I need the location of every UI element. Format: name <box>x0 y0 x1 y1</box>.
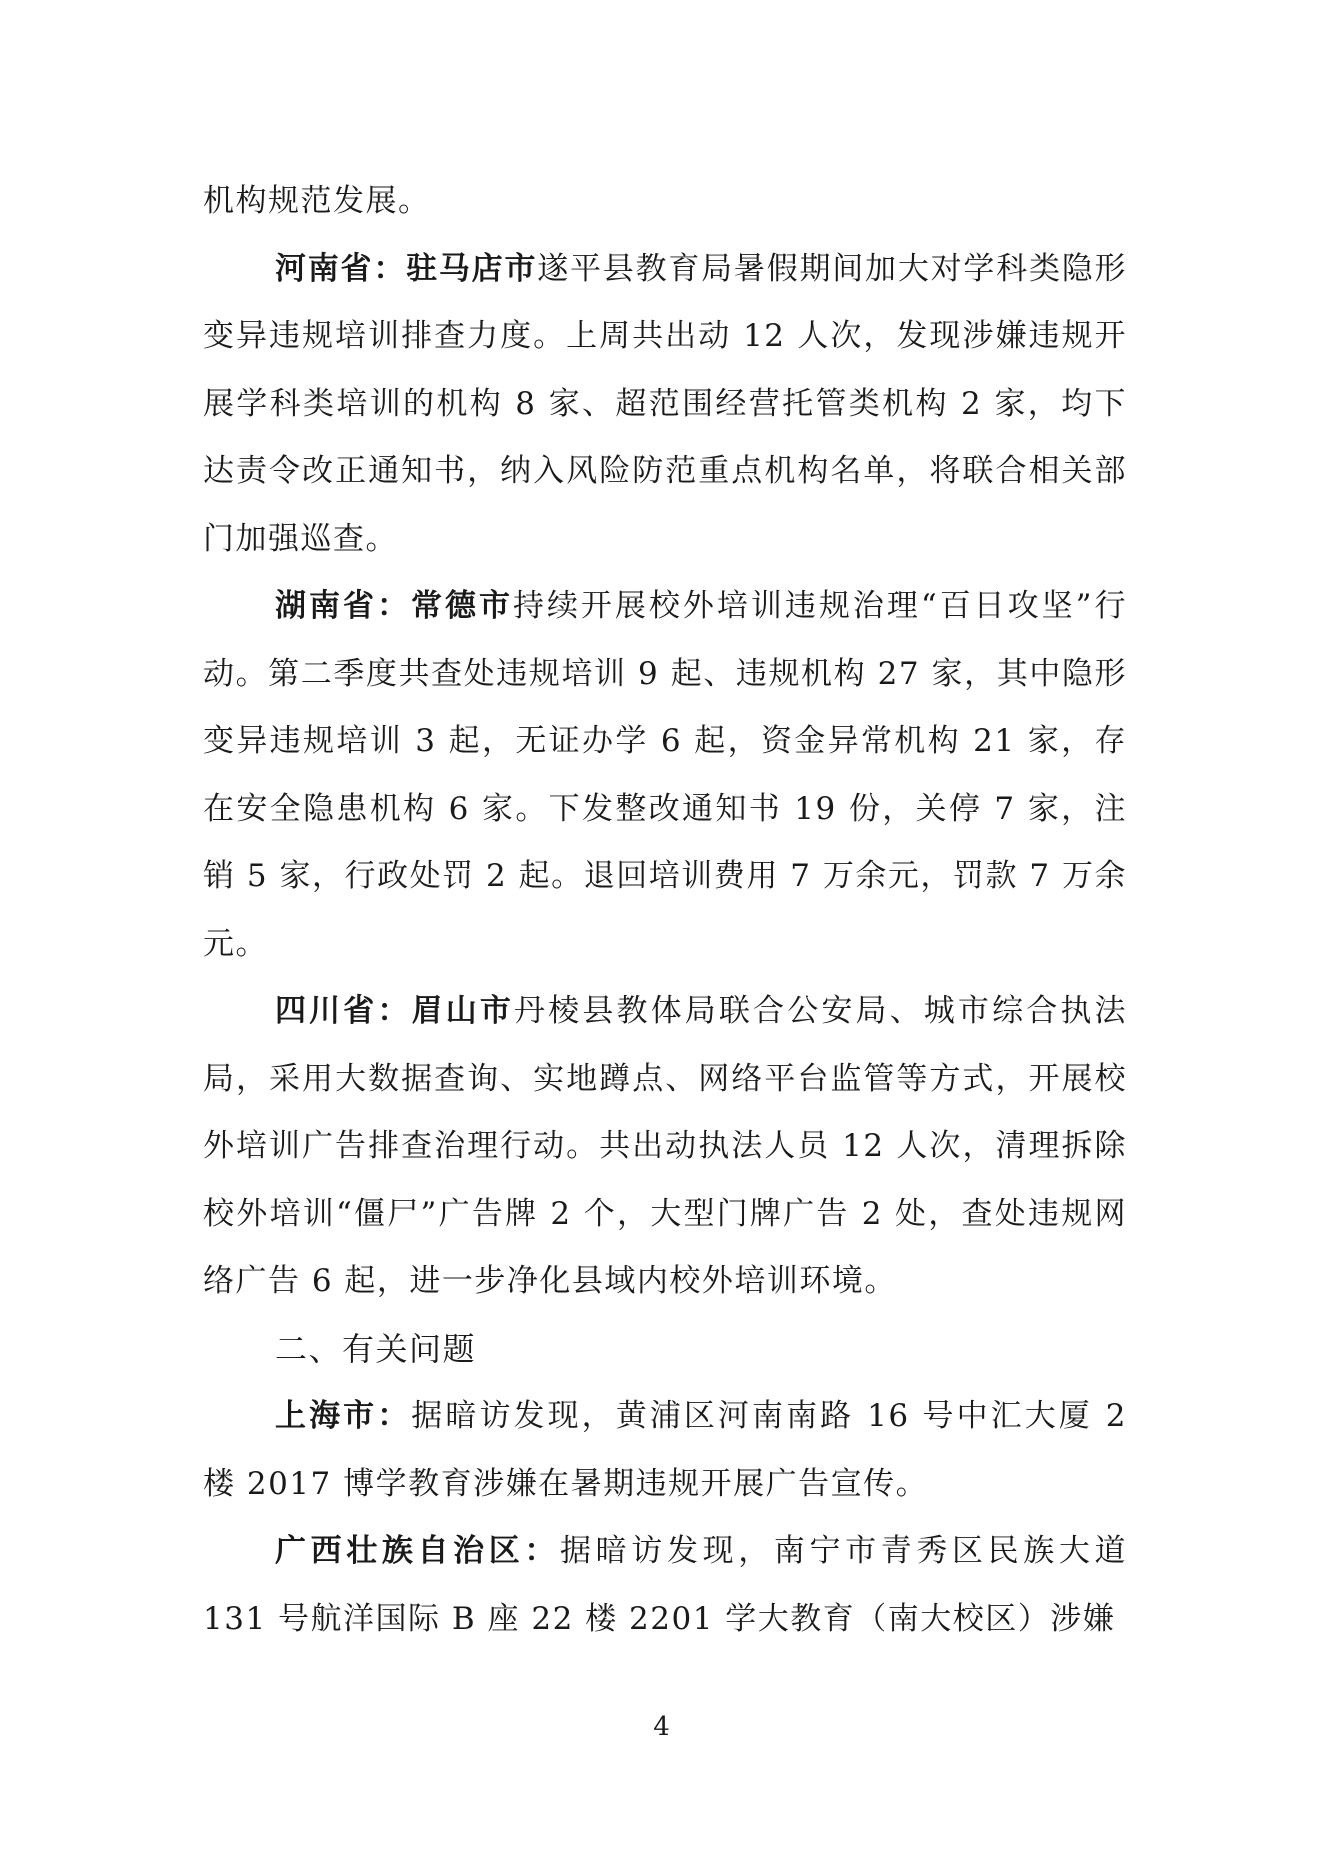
paragraph-text: 持续开展校外培训违规治理“百日攻坚”行动。第二季度共查处违规培训 9 起、违规机构 27 家，其中隐形变异违规培训 3 起，无证办学 6 起，资金异常机构 21 家，存在安全隐患机构 6 家。下发整改通知书 19 份，关停 7 家，注销 5 家，行政处罚 2 起。退回培训费用 7 万余元，罚款 7 万余元。 <box>203 588 1128 962</box>
paragraph-hunan <box>203 573 1127 978</box>
paragraph-lead: 四川省：眉山市 <box>275 993 515 1029</box>
page-number: 4 <box>653 1712 670 1742</box>
paragraph-shanghai <box>203 1383 1127 1518</box>
paragraph-lead: 广西壮族自治区： <box>275 1533 561 1569</box>
section-heading: 二、有关问题 <box>275 1329 477 1368</box>
paragraph-lead: 上海市： <box>275 1398 412 1434</box>
paragraph-continuation <box>203 168 1127 236</box>
paragraph-text: 丹棱县教体局联合公安局、城市综合执法局，采用大数据查询、实地蹲点、网络平台监管等方式，开展校外培训广告排查治理行动。共出动执法人员 12 人次，清理拆除校外培训“僵尸”广告牌 2 个，大型门牌广告 2 处，查处违规网络广告 6 起，进一步净化县域内校外培训环境。 <box>203 993 1128 1299</box>
document-body <box>203 168 1127 1653</box>
paragraph-henan <box>203 236 1127 574</box>
paragraph-guangxi <box>203 1518 1127 1653</box>
paragraph-lead: 湖南省：常德市 <box>275 588 513 624</box>
paragraph-sichuan <box>203 978 1127 1316</box>
paragraph-text: 据暗访发现，黄浦区河南南路 16 号中汇大厦 2 楼 2017 博学教育涉嫌在暑期违规开展广告宣传。 <box>203 1398 1128 1502</box>
paragraph-text: 据暗访发现，南宁市青秀区民族大道 131 号航洋国际 B 座 22 楼 2201 学大教育（南大校区）涉嫌 <box>203 1533 1128 1637</box>
paragraph-text: 机构规范发展。 <box>203 183 431 219</box>
paragraph-lead: 河南省：驻马店市 <box>275 250 538 287</box>
paragraph-text: 遂平县教育局暑假期间加大对学科类隐形变异违规培训排查力度。上周共出动 12 人次，发现涉嫌违规开展学科类培训的机构 8 家、超范围经营托管类机构 2 家，均下达责令改正通知书，纳入风险防范重点机构名单，将联合相关部门加强巡查。 <box>203 250 1128 557</box>
